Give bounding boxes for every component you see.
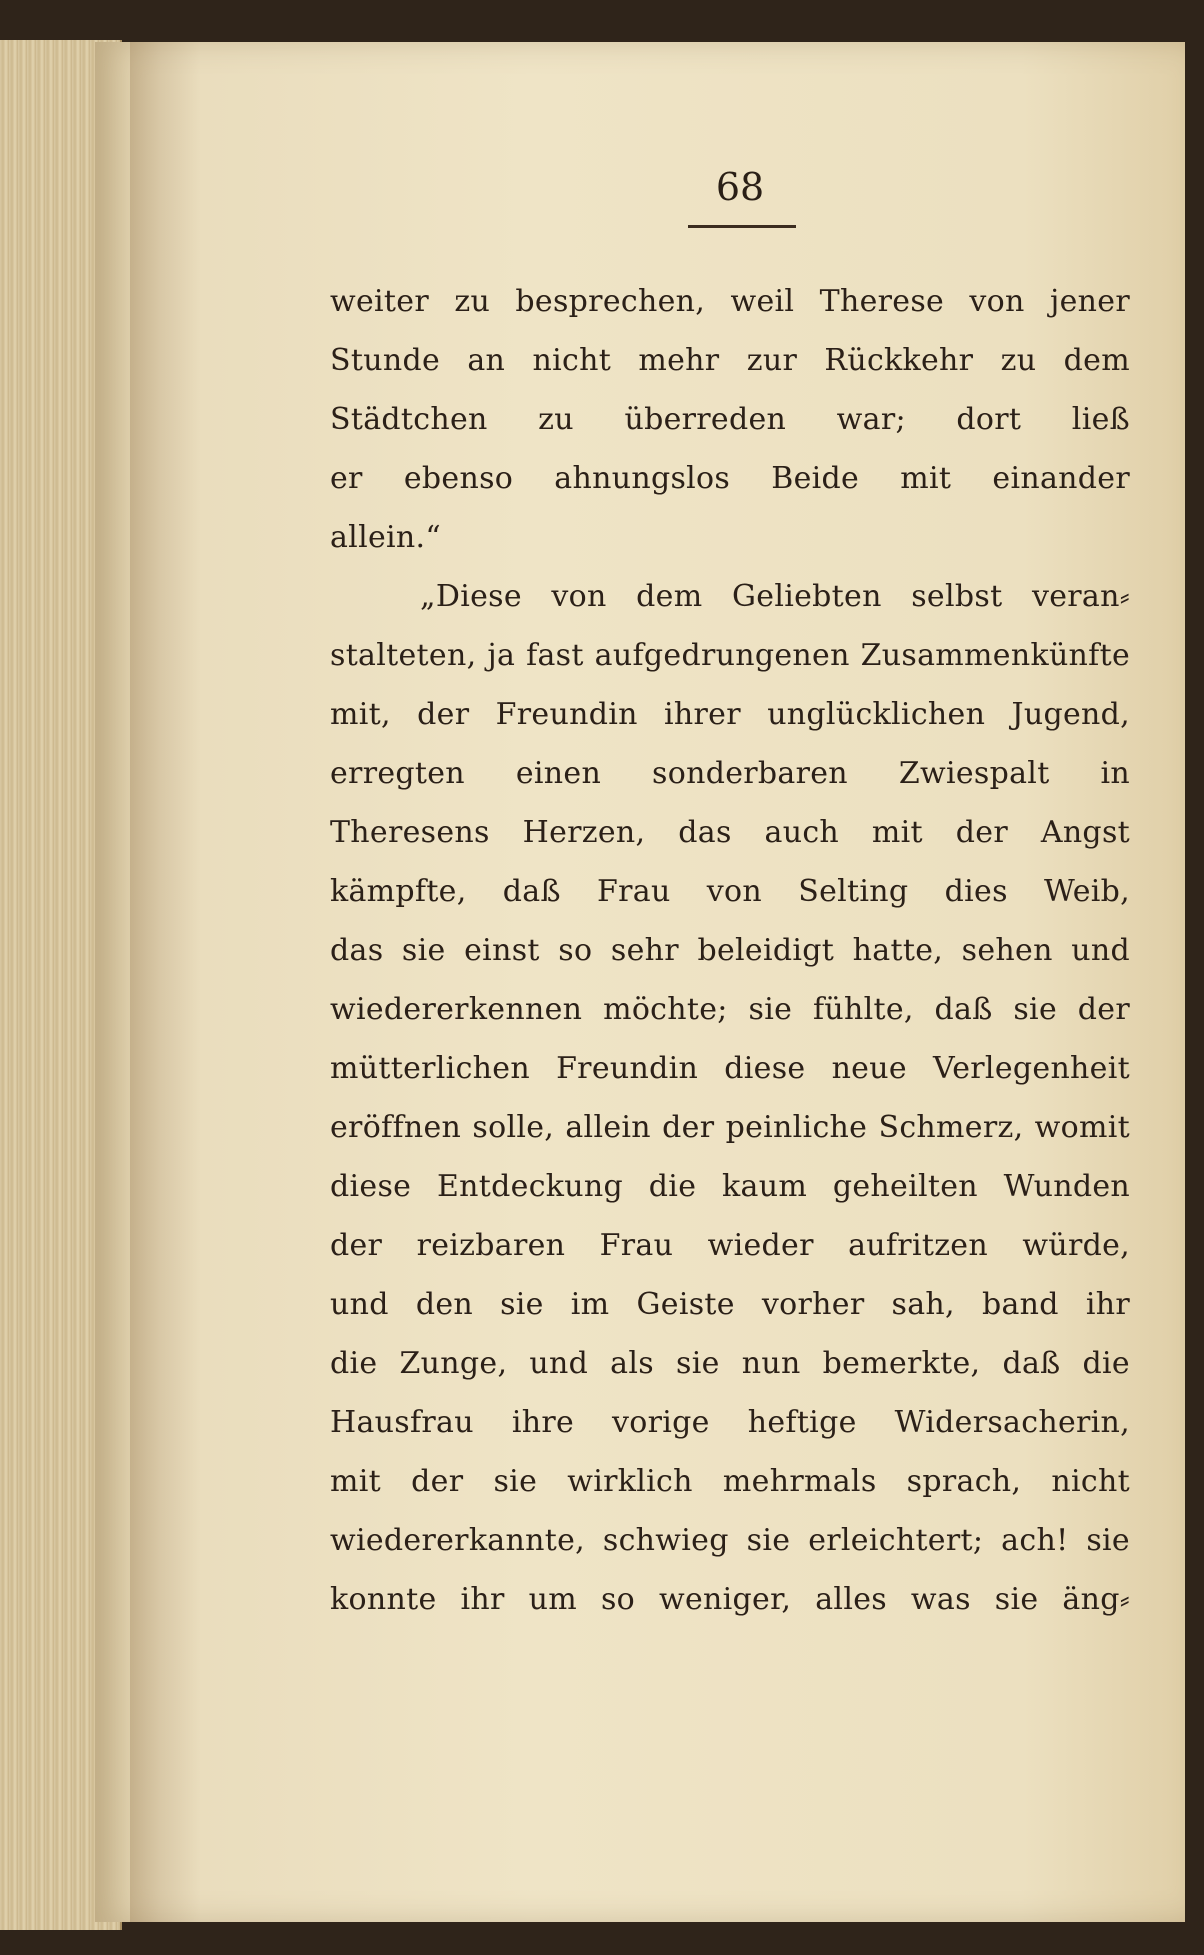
text-line: erregten einen sonderbaren Zwiespalt in [330,756,1130,791]
text-line: eröffnen solle, allein der peinliche Schmerz, womit [330,1110,1130,1145]
text-line: mütterlichen Freundin diese neue Verlegenheit [330,1051,1130,1086]
text-line: kämpfte, daß Frau von Selting dies Weib, [330,874,1130,909]
text-line: Hausfrau ihre vorige heftige Widersacherin, [330,1405,1130,1440]
text-line: die Zunge, und als sie nun bemerkte, daß die [330,1346,1130,1381]
text-line: Stunde an nicht mehr zur Rückkehr zu dem [330,343,1130,378]
text-line: weiter zu besprechen, weil Therese von jener [330,284,1130,319]
text-line: diese Entdeckung die kaum geheilten Wunden [330,1169,1130,1204]
text-line: mit der sie wirklich mehrmals sprach, nicht [330,1464,1130,1499]
text-line: allein.“ [330,520,442,555]
text-line: er ebenso ahnungslos Beide mit einander [330,461,1130,496]
text-line: konnte ihr um so weniger, alles was sie äng⸗ [330,1582,1130,1617]
text-line: Städtchen zu überreden war; dort ließ [330,402,1130,437]
text-line: und den sie im Geiste vorher sah, band ihr [330,1287,1130,1322]
text-line: wiedererkannte, schwieg sie erleichtert; ach! sie [330,1523,1130,1558]
text-line-paragraph-start: „Diese von dem Geliebten selbst veran⸗ [420,579,1130,614]
text-line: wiedererkennen möchte; sie fühlte, daß sie der [330,992,1130,1027]
text-line: der reizbaren Frau wieder aufritzen würde, [330,1228,1130,1263]
page-number-rule [688,225,796,228]
text-line: das sie einst so sehr beleidigt hatte, sehen und [330,933,1130,968]
body-text [330,272,1130,1629]
text-line: Theresens Herzen, das auch mit der Angst [330,815,1130,850]
text-line: mit, der Freundin ihrer unglücklichen Jugend, [330,697,1130,732]
text-line: stalteten, ja fast aufgedrungenen Zusammenkünfte [330,638,1130,673]
page-number: 68 [715,165,765,209]
